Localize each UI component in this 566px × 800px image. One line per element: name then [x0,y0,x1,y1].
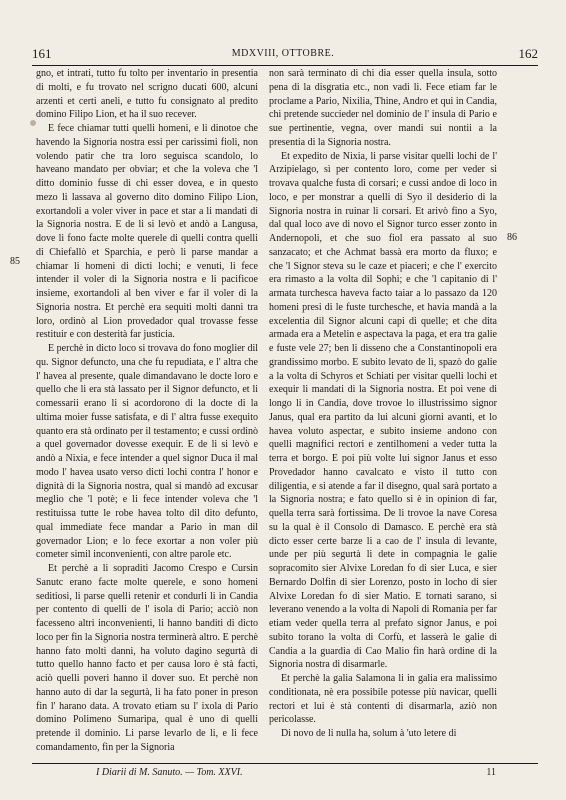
page-number-right: 162 [518,46,538,61]
paragraph: gno, et intrati, tutto fu tolto per inventario in presentia di molti, e fu trovato nel scrigno ducati 600, alcuni arzenti et certi aneli, e tutto fu consignato al predito domino Filipo Lion, et ha il suo recever. [36,68,258,121]
margin-number-right: 86 [507,232,517,243]
left-text-column [36,67,258,757]
margin-number-left: 85 [10,256,20,267]
paragraph: Di novo de li nulla ha, solum à 'uto letere di [281,728,457,739]
paragraph: Et expedito de Nixia, li parse visitar quelli lochi de l' Arzipielago, sì per contento loro, come per veder si trovava qualche fusta di corsari; e cussi andoe di loco in loco, e per monstrar a quelli di Syo il desiderio di la Signoria nostra in ruinar li corsari. Et arivò fino a Syo, dal qual loco ave di novo el Signor turco esser zonto in Andernopoli, et che suo fiol era passato al suo sanzacato; et che Achmat bassà era morto da fluxo; e che 'l Signor steva su le caze et piaceri; e che l' exercito era rimasto a la volta dil Sophì; e che 'l capitanio di l' armata turchesca haveva facto taiar a lo passazo da 120 homeni presi di le fuste turchesche, et havia mandà a la excelentia dil Signor alcuni capi di quelle; et che dita armada era a Metelin e aspectava la paga, et era tra galie e fuste vele 27; ben li disseno che a Constantinopoli era grandissimo morbo. E subito levato de lì, spazò do galie a la volta di Schyros et Schiati per visitar quelli lochi et exequir li mandati di la Signoria nostra. Et poi vene di longo li in Candia, dove trovoe lo illustrissimo signor Janus, qual era partito da lui alcuni giorni avanti, et lo havea voluto aspectar, e subito insieme andono con quelli magnifici rectori e zentilhomeni a veder tutta la terra et borgo. E poi più volte lui signor Janus et esso Provedador hanno cavalcato e visto il tutto con diligentia, e si atende a far il disegno, qual sarà portato a la Signoria nostra; e fato quello si è in opinion di far, quella terra sarà fortissima. De li trovoe la nave Coresa su la qual è il Consolo di Damasco. E perchè era stà dicto esser certe barze li a cao de l' insula di levante, unde per più segurtà li dete in compagnia le galie sopracomito sier Alvixe Loredan fo di sier Luca, e sier Bernardo Dolfin di sier Lorenzo, posto in locho di sier Alvixe Loredan fo di sier Matio. E tornati sarano, si leverano venendo a la volta di Napoli di Romania per far etiam veder quella terra al prefato signor Janus, e poi subito torano la volta di Corfù, et lasserà le galie di Candia a la guardia di Cao Malio fin harà ordine di la Signoria nostra di disarmarle. [269,150,497,671]
paragraph: non sarà terminato di chi dia esser quella insula, sotto pena di la disgratia etc., non vadi li. Fece etiam far le proclame a Pario, Nixilia, Thine, Andro et qui in Candia, chi pretende succieder nel dominio de l' insula di Pario e sue pertinentie, vegna, over mandi sui nontii a la presentia di la Signoria nostra. [269,68,497,148]
header-rule [32,65,538,66]
running-header [28,46,538,64]
paragraph: E perchè in dicto loco si trovava do fono moglier dil qu. Signor defuncto, una che fu repudiata, e l' altra che l' havea al presente, quale dimandavano le docte loro e quello che li era stà lassato per il Signor defuncto, et li comessarii erano li si acordorono di la docte di la ultima moier fusse satisfata, e di l' altra fusse exequito quanto era stà ordinato per il testamento; e cussi ordinò a quel governador dovesse exequir. E de li si levò e andò a Nixia, e fece intender a quel signor Duca il mal modo l' havea usato verso dicti lochi contra l' honor e dignità di la Signoria nostra, qual si mandò ad excusar meglio che 'l potè; e li fece intender voleva che 'l restituissa tutte le robe havea tolto dil dito defunto, qual immediate fece mandar a Pario in man dil governador Lion; e lo fece exortar a non voler più cometer simil inconvenienti, con altre parole etc. [36,343,258,561]
footer-credit: I Diarii di M. Sanuto. — Tom. XXVI. [96,767,243,778]
signature-mark: 11 [486,767,496,778]
running-title: MDXVIII, OTTOBRE. [231,48,335,59]
right-text-column [269,67,497,757]
paragraph: Et perchè a li sopraditi Jacomo Crespo e Cursin Sanutc erano facte molte querele, e sono homeni seditiosi, li parse quelli retenir et condurli li in Candia per contento di quelli de l' isola di Pario; acciò non facesseno altri inconvenienti, li hanno banditi di dicto loco per fin la Signoria nostra terminerà altro. E perchè hanno fato molti danni, ha voluto dagino segurtà di tutto quello hanno facto et per causa loro è stà facti, aciò quelli poveri hanno il dover suo. Et perchè non hanno auto di dar la segurtà, li ha fato poner in preson fin l' harano data. A trovato etiam su l' ixola di Pario domino Polimeno Sumaripa, qual è uno di quelli pretende il dominio. Li parse levarlo de li, e li fece comandamento, fin per la Signoria [36,563,258,753]
page-footer [36,767,496,783]
paragraph: E fece chiamar tutti quelli homeni, e li dinotoe che havendo la Signoria nostra essi per carissimi fioli, non volendo patir che tra loro seguisca scandolo, lo haveano mandato per obviar; et che la voleva che 'l ditto dominio fusse di chi esser dovea, e in questo mezo li lassava al governo dito domino Filipo Lion, exortandoli a voler viver in pace et star a li mandati di la Signoria nostra. E de li si levò et andò a Langusa, dove li fono facte molte querele di quelli contra quelli di Chiefallò et Sparchia, e però li parse mandar a chiamar li homeni di dicti lochi; e venuti, li fece intender il voler di la Signoria nostra e li pacificoe insieme, exortandoli al ben viver e far il voler di la Signoria nostra. Et perchè era sequiti molti danni tra loro, ordinò al Lion provedador qual trovasse fesse restituir e con desterità far justicia. [36,123,258,341]
page-number-left: 161 [32,46,52,61]
footer-rule [32,763,538,764]
paragraph: Et perchè la galia Salamona li in galia era malissimo conditionata, nè era possibile potesse più navicar, quelli rectori et lui è stà contenti di disarmarla, aziò non pericolasse. [269,673,497,726]
